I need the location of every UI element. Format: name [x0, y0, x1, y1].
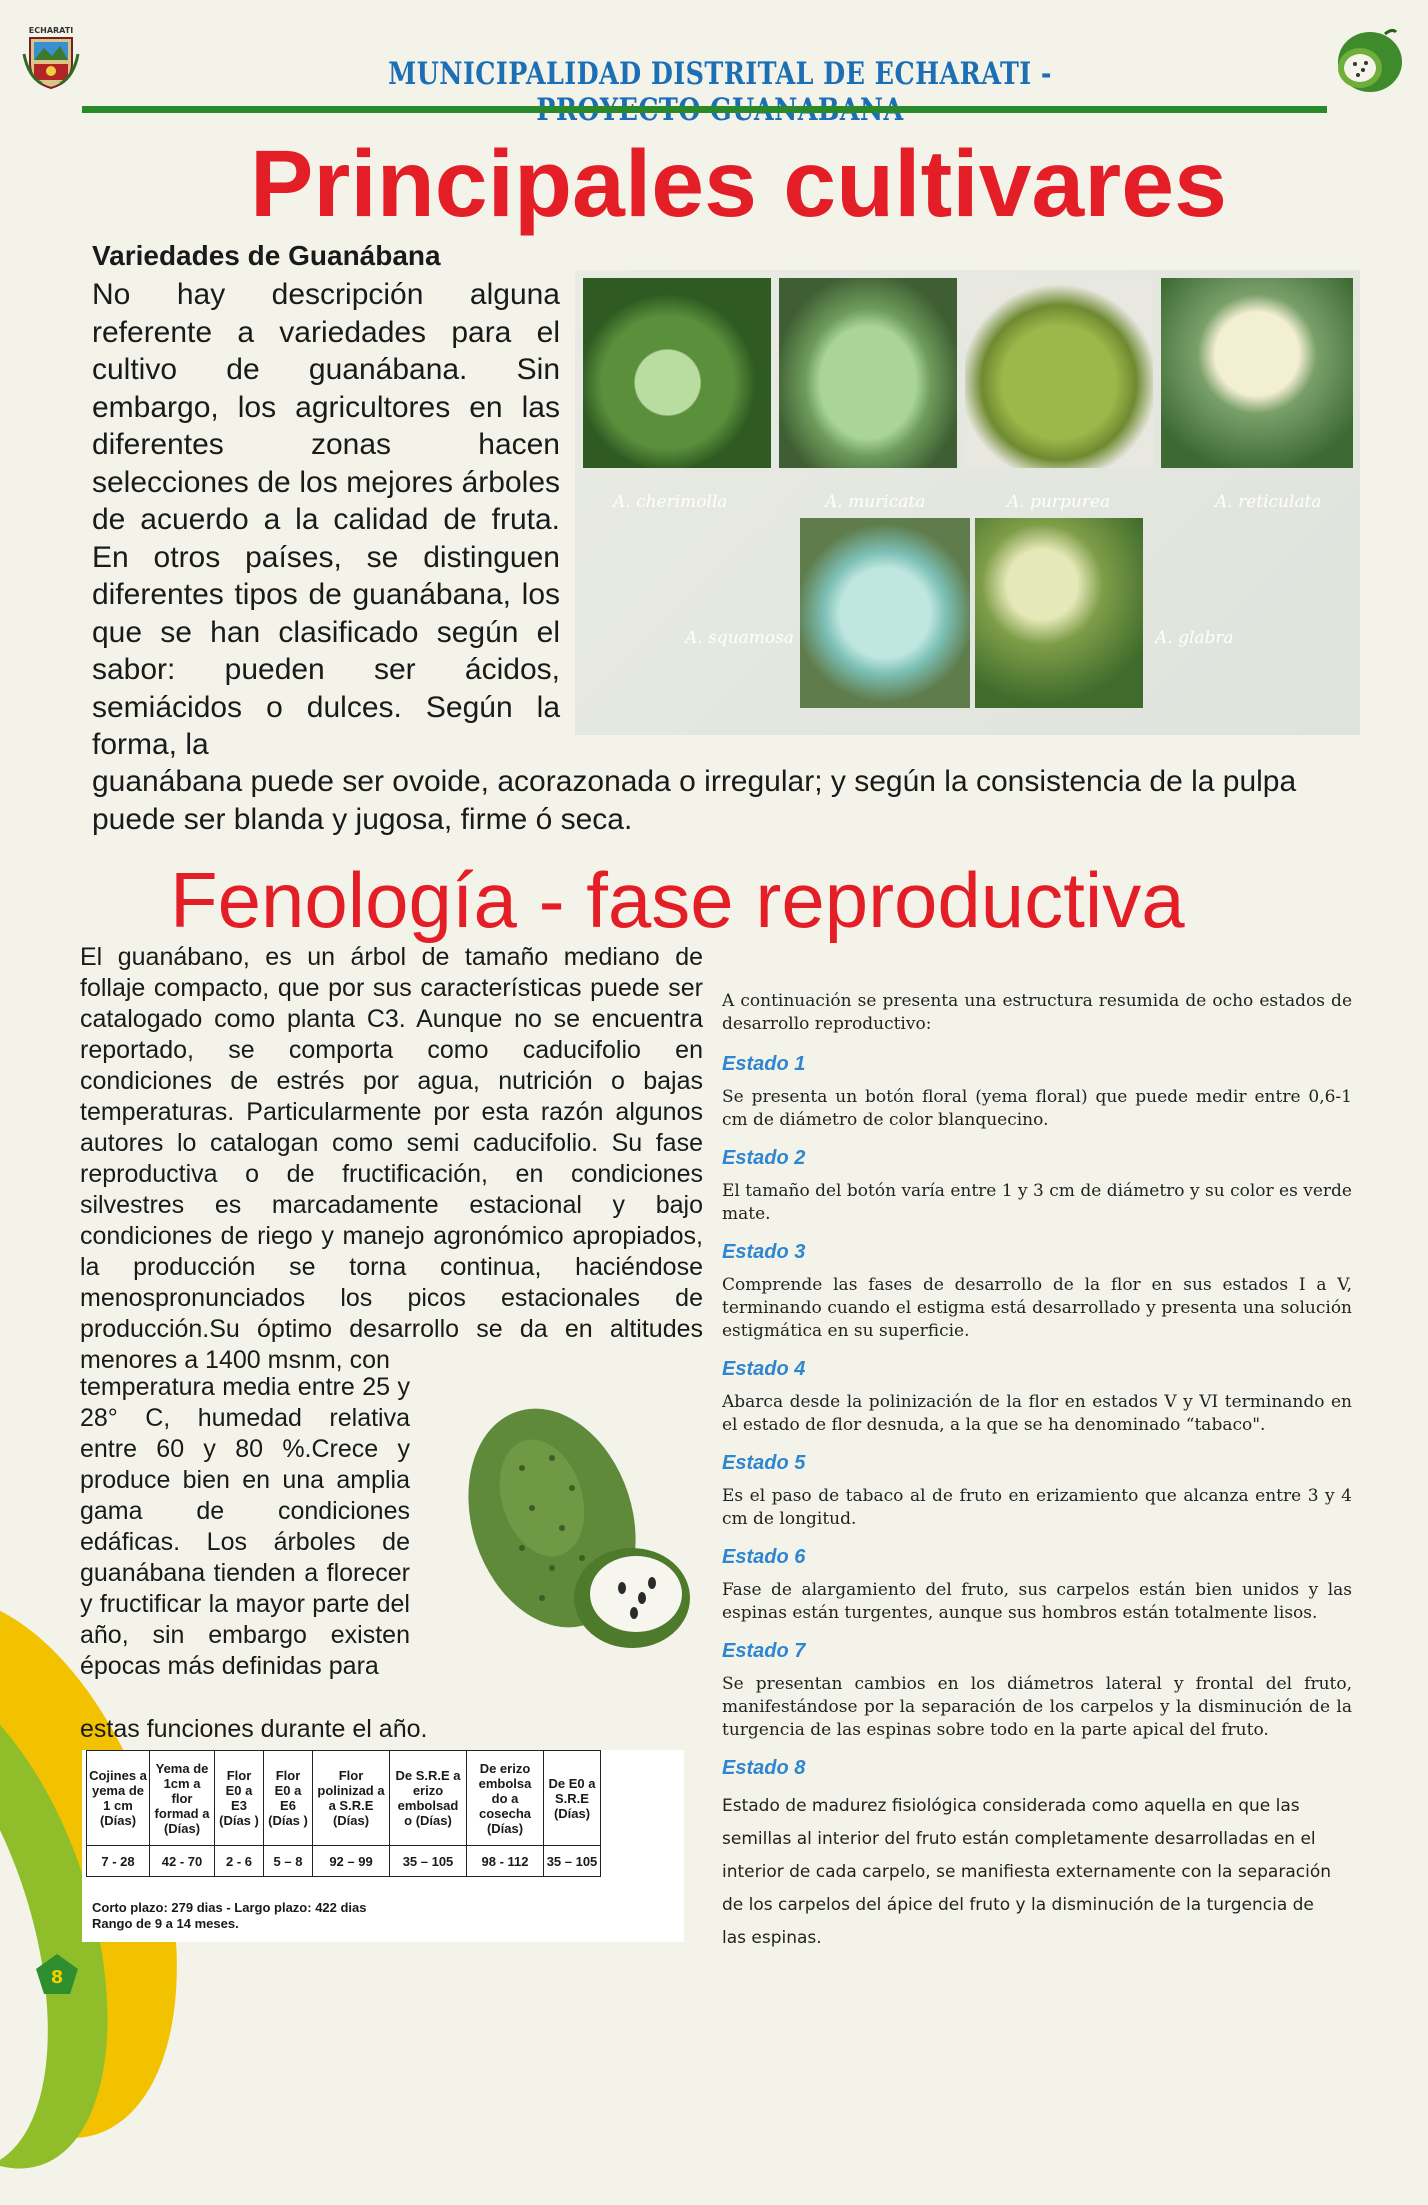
varieties-paragraph: No hay descripción alguna referente a variedades para el cultivo de guanábana. Sin embargo, los agricultores en las diferentes zonas hacen selecciones de los mejores árboles de acuerdo a la calidad de fruta. En otros países, se distinguen diferentes tipos de guanábana, los que se han clasificado según el sabor: pueden ser ácidos, semiácidos o dulces. Según la forma, la: [92, 278, 560, 761]
caption-a-reticulata: A. reticulata: [1215, 492, 1322, 512]
phenology-paragraph-end: estas funciones durante el año.: [80, 1715, 428, 1743]
varieties-heading: Variedades de Guanábana: [92, 240, 441, 271]
estado-6-text: Fase de alargamiento del fruto, sus carpelos están bien unidos y las espinas están turgentes, aunque sus hombros están totalmente lisos.: [722, 1580, 1352, 1623]
municipal-crest-logo: [22, 24, 80, 90]
table-header-cell: De E0 a S.R.E (Días): [544, 1751, 601, 1846]
estado-4-label: Estado 4: [722, 1358, 806, 1380]
estado-5-label: Estado 5: [722, 1452, 806, 1474]
table-note-range: Rango de 9 a 14 meses.: [92, 1916, 239, 1931]
table-row: [87, 1846, 601, 1877]
photo-a-muricata: [779, 278, 957, 468]
table-header-cell: Cojines a yema de 1 cm (Días): [87, 1751, 150, 1846]
table-header-cell: Flor E0 a E6 (Días ): [264, 1751, 313, 1846]
table-cell: 98 - 112: [467, 1846, 544, 1877]
caption-a-squamosa: A. squamosa: [685, 628, 794, 648]
estado-5-text: Es el paso de tabaco al de fruto en erizamiento que alcanza entre 3 y 4 cm de longitud.: [722, 1486, 1352, 1529]
estado-7-label: Estado 7: [722, 1640, 806, 1662]
estado-4-text: Abarca desde la polinización de la flor en estados V y VI terminando en el estado de flor desnuda, a la que se ha denominado “tabaco".: [722, 1392, 1352, 1435]
photo-a-glabra: [975, 518, 1143, 708]
stages-intro: A continuación se presenta una estructura resumida de ocho estados de desarrollo reproductivo:: [722, 991, 1352, 1034]
table-header-cell: Flor E0 a E3 (Días ): [215, 1751, 264, 1846]
table-cell: 7 - 28: [87, 1846, 150, 1877]
estado-1-text: Se presenta un botón floral (yema floral) que puede medir entre 0,6-1 cm de diámetro de color blanquecino.: [722, 1087, 1352, 1130]
estado-2-label: Estado 2: [722, 1147, 806, 1169]
section-title-principales-cultivares: Principales cultivares: [250, 131, 1227, 237]
varieties-paragraph-continued: guanábana puede ser ovoide, acorazonada o irregular; y según la consistencia de la pulpa puede ser blanda y jugosa, firme ó seca.: [92, 765, 1297, 836]
table-cell: 42 - 70: [150, 1846, 215, 1877]
estado-7-text: Se presentan cambios en los diámetros lateral y frontal del fruto, manifestándose por la separación de los carpelos y la disminución de la turgencia de las espinas sobre todo en la parte apical del fruto.: [722, 1674, 1352, 1740]
annona-species-gallery: [575, 270, 1360, 735]
estado-8-text: Estado de madurez fisiológica considerada como aquella en que las semillas al interior del fruto están completamente desarrolladas en el interior de cada carpelo, se manifiesta externamente con la separación de los carpelos del ápice del fruto y la disminución de la turgencia de las espinas.: [722, 1796, 1331, 1948]
table-header-cell: De S.R.E a erizo embolsad o (Días): [390, 1751, 467, 1846]
table-header-cell: Flor polinizad a a S.R.E (Días): [313, 1751, 390, 1846]
section-title-fenologia: Fenología - fase reproductiva: [170, 856, 1185, 944]
caption-a-glabra: A. glabra: [1155, 628, 1234, 648]
table-cell: 2 - 6: [215, 1846, 264, 1877]
estado-8-label: Estado 8: [722, 1757, 806, 1779]
estado-3-label: Estado 3: [722, 1241, 806, 1263]
page-number-badge: [34, 1952, 80, 1998]
photo-a-squamosa: [800, 518, 970, 708]
photo-a-cherimolla: [583, 278, 771, 468]
page-number: 8: [50, 1967, 64, 1988]
table-cell: 35 – 105: [544, 1846, 601, 1877]
table-header-cell: De erizo embolsa do a cosecha (Días): [467, 1751, 544, 1846]
photo-a-reticulata: [1161, 278, 1353, 468]
photo-a-purpurea: [965, 278, 1153, 468]
phenology-paragraph-continued: temperatura media entre 25 y 28° C, humedad relativa entre 60 y 80 %.Crece y produce bien en una amplia gama de condiciones edáficas. Los árboles de guanábana tienden a florecer y fructificar la mayor parte del año, sin embargo existen épocas más definidas para: [80, 1373, 410, 1680]
table-cell: 5 – 8: [264, 1846, 313, 1877]
header-divider: [82, 106, 1327, 113]
guanabana-fruit-icon: [1330, 24, 1404, 98]
phenology-paragraph: El guanábano, es un árbol de tamaño mediano de follaje compacto, que por sus características puede ser catalogado como planta C3. Aunque no se encuentra reportado, se comporta como caducifolio en condiciones de estrés por agua, nutrición o bajas temperaturas. Particularmente por esta razón algunos autores lo catalogan como semi caducifolio. Su fase reproductiva o de fructificación, en condiciones silvestres es marcadamente estacional y bajo condiciones de riego y manejo agronómico apropiados, la producción se torna continua, haciéndose menospronunciados los picos estacionales de producción.Su óptimo desarrollo se da en altitudes menores a 1400 msnm, con: [80, 943, 703, 1374]
estado-1-label: Estado 1: [722, 1053, 806, 1075]
svg-text:ECHARATI: ECHARATI: [28, 26, 74, 35]
estado-6-label: Estado 6: [722, 1546, 806, 1568]
header-title: MUNICIPALIDAD DISTRITAL DE ECHARATI -: [388, 56, 1052, 92]
table-header-cell: Yema de 1cm a flor formad a (Días): [150, 1751, 215, 1846]
table-cell: 92 – 99: [313, 1846, 390, 1877]
caption-a-muricata: A. muricata: [825, 492, 926, 512]
table-note-term: Corto plazo: 279 dias - Largo plazo: 422 dias: [92, 1900, 367, 1915]
phenology-stages-table: [82, 1750, 684, 1942]
caption-a-cherimolla: A. cherimolla: [613, 492, 728, 512]
estado-3-text: Comprende las fases de desarrollo de la flor en sus estados I a V, terminando cuando el estigma está desarrollado y presenta una solución estigmática en su superficie.: [722, 1275, 1352, 1341]
table-note: [92, 1900, 367, 1932]
table-cell: 35 – 105: [390, 1846, 467, 1877]
estado-2-text: El tamaño del botón varía entre 1 y 3 cm de diámetro y su color es verde mate.: [722, 1181, 1352, 1224]
soursop-fruit-image: [452, 1398, 696, 1660]
table-header-row: [87, 1751, 601, 1846]
caption-a-purpurea: A. purpurea: [1007, 492, 1111, 512]
